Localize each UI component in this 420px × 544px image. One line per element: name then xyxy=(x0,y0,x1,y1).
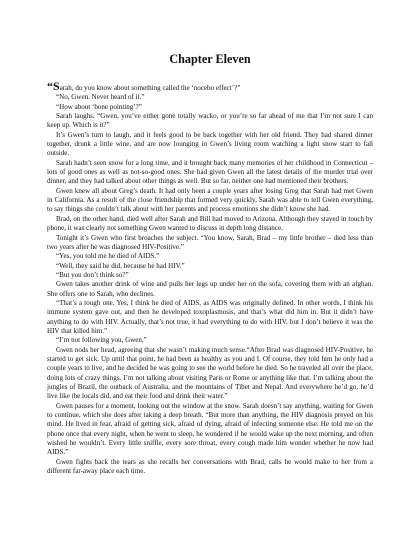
body-paragraph: Tonight it’s Gwen who first broaches the subject. “You know, Sarah, Brad – my little brother – died less than two years after he was diagnosed HIV-Positive.” xyxy=(47,233,373,251)
body-paragraph: Gwen fights back the tears as she recalls her conversations with Brad, calls he would make to her from a different far-away place each time. xyxy=(47,457,373,476)
body-paragraph: Gwen nods her head, agreeing that she wasn’t making much sense.“After Brad was diagnosed HIV-Positive, he started to get sick. Up until that point, he had been as healthy as you and I. Of course, they told him he only had a couple years to live, and he decided he was going to see the world before he died. So he traveled all over the place, doing lots of crazy things. I’m not talking about visiting Paris or Rome or anything like that. I’m talking about the jungles of Brazil, the outback of Australia, and the mountains of Tibet and Nepal. And everywhere he’d go, he’d live like the locals did, and eat their food and drink their water.” xyxy=(47,345,373,401)
body-paragraph: Sarah hadn’t seen snow for a long time, and it brought back many memories of her childhood in Connecticut – lots of good ones as well as not-so-good ones. She had given Gwen all the latest details of the murder trial over dinner, and they had talked about other things as well. But so far, neither one had mentioned their brothers. xyxy=(47,158,373,186)
body-paragraph: “I’m not following you, Gwen.” xyxy=(56,336,147,345)
body-paragraph: “How about ‘bone pointing’?” xyxy=(56,102,142,111)
opening-quote-mark: “ xyxy=(47,79,53,93)
body-paragraph: Gwen takes another drink of wine and pulls her legs up under her on the sofa, covering them with an afghan. She offers one to Sarah, who declines. xyxy=(47,280,373,298)
chapter-title: Chapter Eleven xyxy=(169,52,251,66)
body-paragraph: “That’s a tough one. Yes, I think he died of AIDS, as AIDS was originally defined. In other words, I think his immune system gave out, and then he developed toxoplasmosis, and that’s what did him in. But it didn’t have anything to do with HIV. Actually, that’s not true, it had everything to do with HIV, but I don’t believe it was the HIV that killed him.” xyxy=(47,298,373,335)
body-paragraph: “But you don’t think so?” xyxy=(56,270,129,279)
body-paragraph: Brad, on the other hand, died well after Sarah and Bill had moved to Arizona. Although they stayed in touch by phone, it was clearly not something Gwen wanted to discuss in depth long distance. xyxy=(47,214,373,233)
body-paragraph: Gwen knew all about Greg’s death. It had only been a couple years after losing Greg that Sarah had met Gwen in California. As a result of the close friendship that formed very quickly, Sarah was able to tell Gwen everything, to say things she couldn’t talk about with her parents and process emotions she didn’t know she had. xyxy=(47,186,373,214)
opening-text: arah, do you know about something called the ‘nocebo effect’?” xyxy=(59,84,241,92)
body-paragraph: “Yes, you told me he died of AIDS.” xyxy=(56,252,160,261)
drop-cap-letter: S xyxy=(53,79,60,93)
body-paragraph: “No, Gwen. Never heard of it.” xyxy=(56,93,145,102)
chapter-body xyxy=(47,79,373,476)
body-paragraph: “Well, they said he did, because he had HIV.” xyxy=(56,261,185,270)
body-paragraph: It’s Gwen’s turn to laugh, and it feels good to be back together with her old friend. They had shared dinner together, drunk a little wine, and are now lounging in Gwen’s living room watching a light snow start to fall outside. xyxy=(47,130,373,158)
body-paragraph: Sarah laughs. “Gwen, you’ve either gone totally wacko, or you’re so far ahead of me that I’m not sure I can keep up. Which is it?” xyxy=(47,112,373,130)
body-paragraph: Gwen pauses for a moment, looking out the window at the snow. Sarah doesn’t say anything, waiting for Gwen to continue, which she does after taking a deep breath. “But more than anything, the HIV diagnosis preyed on his mind. He lived in fear, afraid of getting sick, afraid of dying, afraid of infecting someone else. He told me on the phone once that every night, when he went to sleep, he wondered if he would wake up the next morning, and often wished he wouldn’t. Every little sniffle, every sore throat, every cough made him wonder whether he now had AIDS.” xyxy=(47,401,373,457)
opening-paragraph xyxy=(47,79,373,93)
